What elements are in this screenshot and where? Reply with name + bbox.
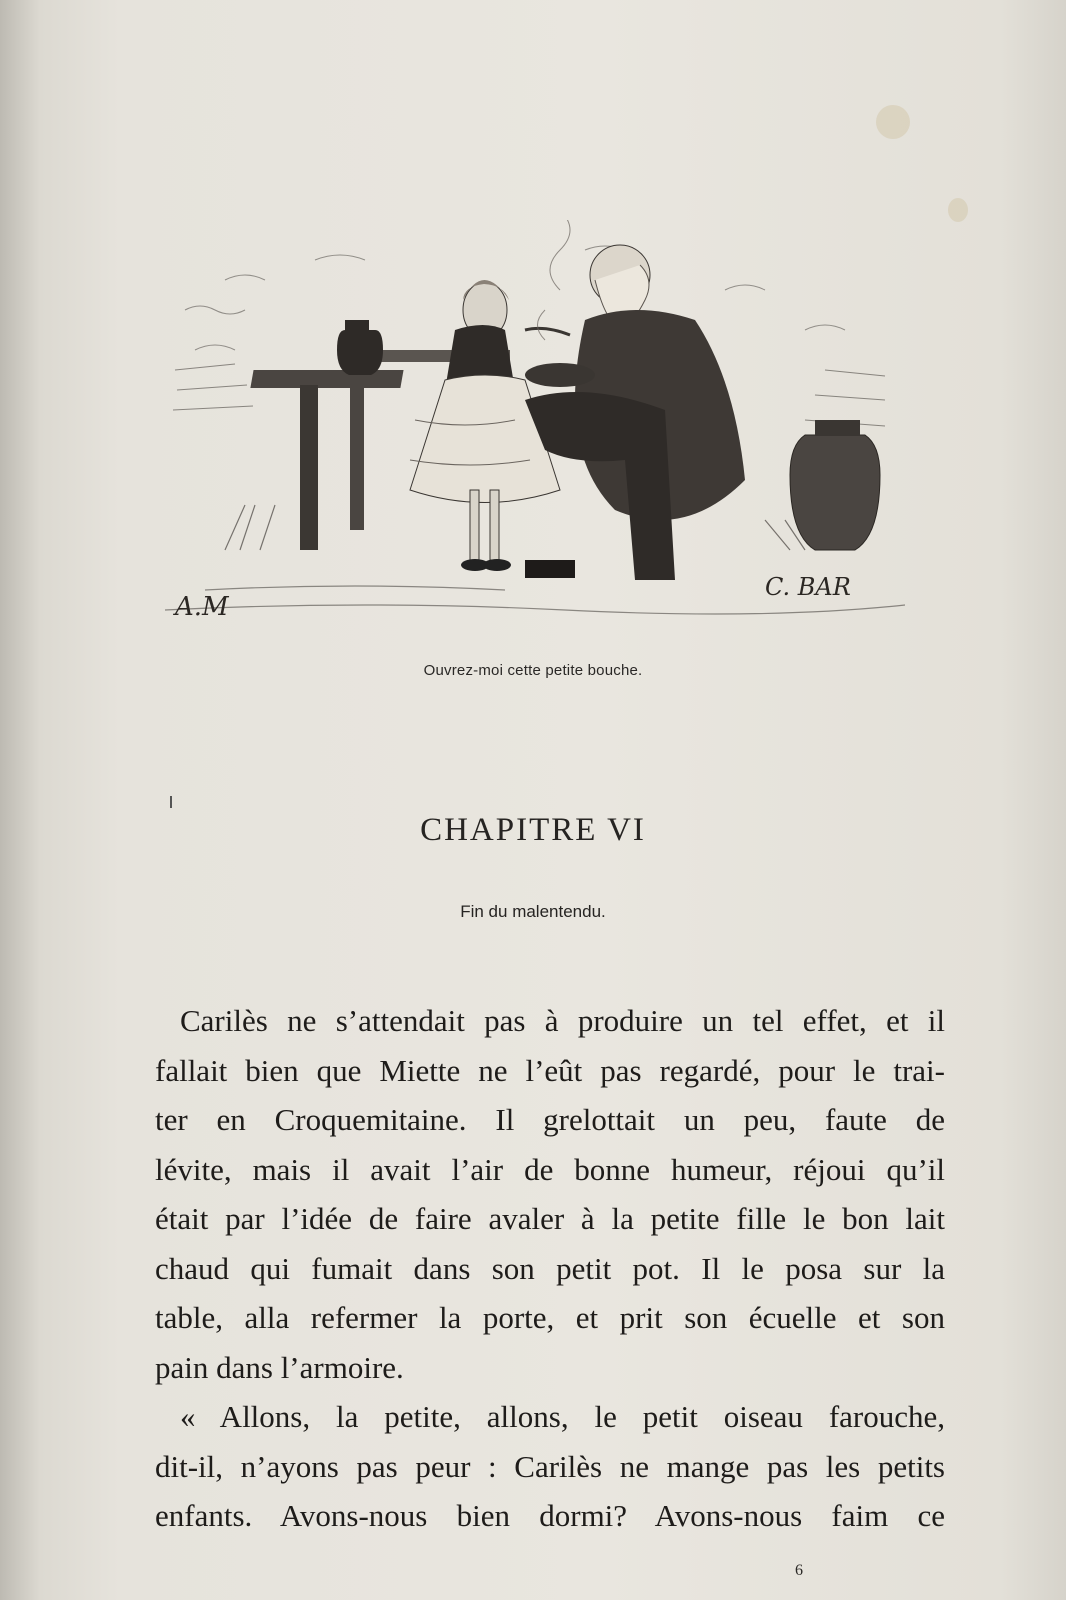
text-line: « Allons, la petite, allons, le petit oiseau farouche, (180, 1399, 945, 1434)
paragraph (155, 996, 945, 1392)
signature-right: C. BAR (765, 573, 851, 601)
text-line: table, alla refermer la porte, et prit son écuelle et son (155, 1300, 945, 1335)
paper-stain (876, 105, 910, 139)
text-line: Carilès ne s’attendait pas à produire un tel effet, et il (180, 1003, 945, 1038)
text-line: était par l’idée de faire avaler à la petite fille le bon lait (155, 1201, 945, 1236)
text-line: chaud qui fumait dans son petit pot. Il le posa sur la (155, 1250, 945, 1286)
text-line: ter en Croquemitaine. Il grelottait un peu, faute de (155, 1102, 945, 1137)
engraving-illustration (165, 220, 905, 640)
chapter-subtitle: Fin du malentendu. (460, 902, 606, 921)
chapter-title: CHAPITRE VI (420, 812, 646, 848)
signature-left: A.M (175, 592, 229, 622)
text-line: fallait bien que Miette ne l’eût pas regardé, pour le trai- (155, 1052, 945, 1088)
page-number: 6 (795, 1562, 803, 1579)
printer-mark (170, 796, 172, 808)
body-text (155, 996, 945, 1541)
text-line: dit-il, n’ayons pas peur : Carilès ne mange pas les petits (155, 1448, 945, 1484)
text-line: enfants. Avons-nous bien dormi? Avons-nous faim ce (155, 1498, 945, 1533)
paragraph (155, 1392, 945, 1541)
paper-stain (948, 198, 968, 222)
text-line: pain dans l’armoire. (155, 1349, 404, 1385)
illustration-caption: Ouvrez-moi cette petite bouche. (423, 662, 643, 679)
text-line: lévite, mais il avait l’air de bonne humeur, réjoui qu’il (155, 1151, 945, 1187)
